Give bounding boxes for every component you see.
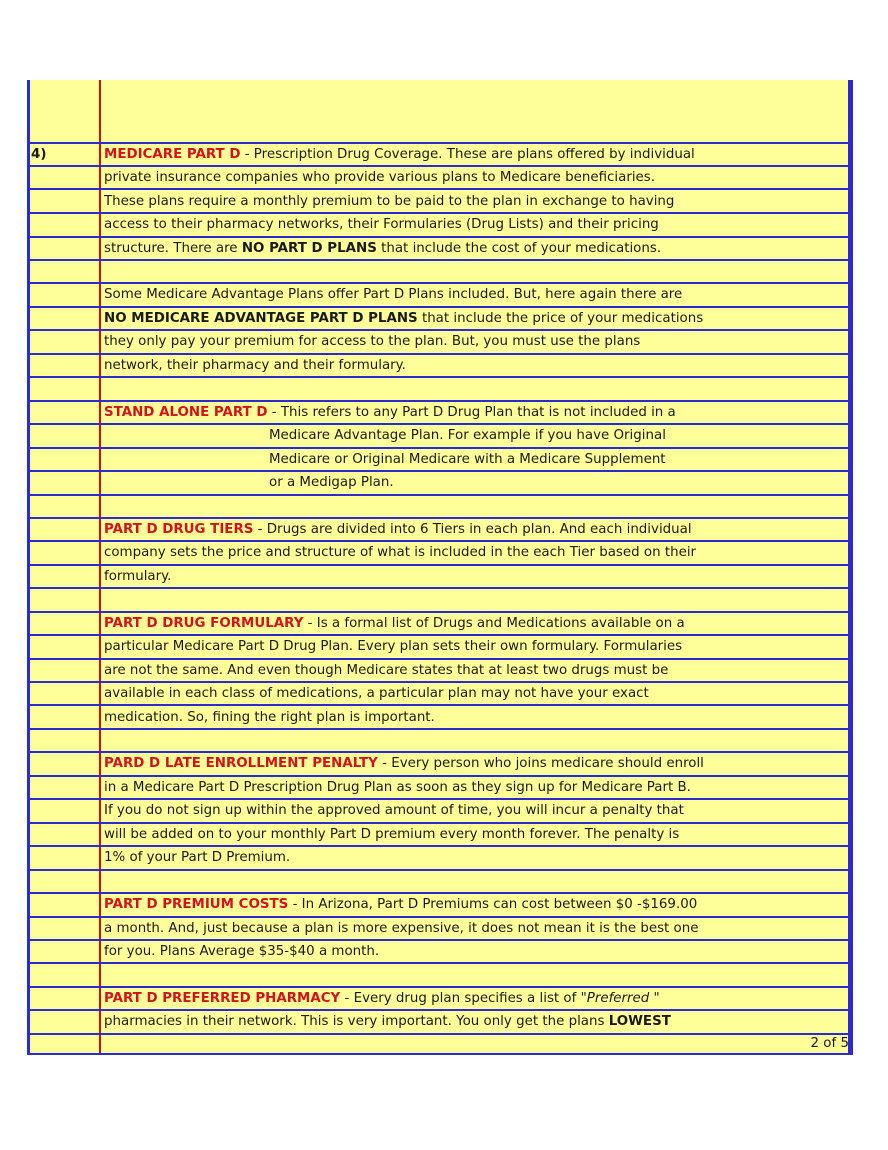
- premium-line-2: a month. And, just because a plan is more expensive, it does not mean it is the best one: [104, 921, 699, 936]
- advantage-line-1: Some Medicare Advantage Plans offer Part D Plans included. But, here again there are: [104, 287, 683, 302]
- stand-alone-line-2: Medicare Advantage Plan. For example if you have Original: [269, 428, 666, 443]
- tiers-line-3: formulary.: [104, 569, 172, 584]
- section-number: 4): [31, 147, 47, 162]
- margin-line: [99, 80, 101, 1055]
- part-d-line-1: MEDICARE PART D - Prescription Drug Coverage. These are plans offered by individual: [104, 147, 695, 162]
- penalty-line-1: PARD D LATE ENROLLMENT PENALTY - Every person who joins medicare should enroll: [104, 756, 704, 771]
- pharmacy-heading: PART D PREFERRED PHARMACY: [104, 991, 341, 1006]
- stand-alone-line-3: Medicare or Original Medicare with a Medicare Supplement: [269, 452, 666, 467]
- part-d-heading: MEDICARE PART D: [104, 147, 241, 162]
- penalty-line-4: will be added on to your monthly Part D premium every month forever. The penalty is: [104, 827, 680, 842]
- tiers-heading: PART D DRUG TIERS: [104, 522, 254, 537]
- part-d-line-5: structure. There are NO PART D PLANS that include the cost of your medications.: [104, 241, 662, 256]
- formulary-line-5: medication. So, fining the right plan is important.: [104, 710, 435, 725]
- preferred-word: Preferred: [586, 991, 654, 1006]
- premium-line-3: for you. Plans Average $35-$40 a month.: [104, 944, 380, 959]
- penalty-line-5: 1% of your Part D Premium.: [104, 850, 291, 865]
- formulary-heading: PART D DRUG FORMULARY: [104, 616, 304, 631]
- penalty-line-2: in a Medicare Part D Prescription Drug Plan as soon as they sign up for Medicare Part B.: [104, 780, 691, 795]
- premium-heading: PART D PREMIUM COSTS: [104, 897, 289, 912]
- rule-line: [27, 1033, 853, 1035]
- no-advantage-plans: NO MEDICARE ADVANTAGE PART D PLANS: [104, 311, 418, 326]
- left-border: [27, 80, 30, 1055]
- formulary-line-3: are not the same. And even though Medicare states that at least two drugs must be: [104, 663, 669, 678]
- ledger-sheet: [27, 80, 853, 1055]
- premium-line-1: PART D PREMIUM COSTS - In Arizona, Part D Premiums can cost between $0 -$169.00: [104, 897, 698, 912]
- part-d-line-2: private insurance companies who provide various plans to Medicare beneficiaries.: [104, 170, 656, 185]
- advantage-line-4: network, their pharmacy and their formulary.: [104, 358, 406, 373]
- right-border: [848, 80, 853, 1055]
- stand-alone-line-4: or a Medigap Plan.: [269, 475, 394, 490]
- formulary-line-2: particular Medicare Part D Drug Plan. Every plan sets their own formulary. Formularies: [104, 639, 683, 654]
- part-d-line-3: These plans require a monthly premium to be paid to the plan in exchange to having: [104, 194, 675, 209]
- pharmacy-line-2: pharmacies in their network. This is very important. You only get the plans LOWEST: [104, 1014, 671, 1029]
- formulary-line-4: available in each class of medications, a particular plan may not have your exact: [104, 686, 649, 701]
- advantage-line-2: NO MEDICARE ADVANTAGE PART D PLANS that include the price of your medications: [104, 311, 704, 326]
- tiers-line-2: company sets the price and structure of what is included in the each Tier based on their: [104, 545, 697, 560]
- lowest-word: LOWEST: [608, 1014, 671, 1029]
- advantage-line-3: they only pay your premium for access to the plan. But, you must use the plans: [104, 334, 641, 349]
- formulary-line-1: PART D DRUG FORMULARY - Is a formal list of Drugs and Medications available on a: [104, 616, 685, 631]
- no-part-d-plans: NO PART D PLANS: [241, 241, 377, 256]
- stand-alone-line-1: STAND ALONE PART D - This refers to any Part D Drug Plan that is not included in a: [104, 405, 676, 420]
- stand-alone-heading: STAND ALONE PART D: [104, 405, 268, 420]
- tiers-line-1: PART D DRUG TIERS - Drugs are divided into 6 Tiers in each plan. And each individual: [104, 522, 692, 537]
- page-number: 2 of 5: [810, 1036, 849, 1051]
- penalty-line-3: If you do not sign up within the approved amount of time, you will incur a penalty that: [104, 803, 684, 818]
- rule-line: [27, 494, 853, 496]
- part-d-line-4: access to their pharmacy networks, their Formularies (Drug Lists) and their pricing: [104, 217, 659, 232]
- bottom-border: [27, 1053, 853, 1055]
- pharmacy-line-1: PART D PREFERRED PHARMACY - Every drug plan specifies a list of "Preferred ": [104, 991, 660, 1006]
- penalty-heading: PARD D LATE ENROLLMENT PENALTY: [104, 756, 378, 771]
- rule-line: [27, 869, 853, 871]
